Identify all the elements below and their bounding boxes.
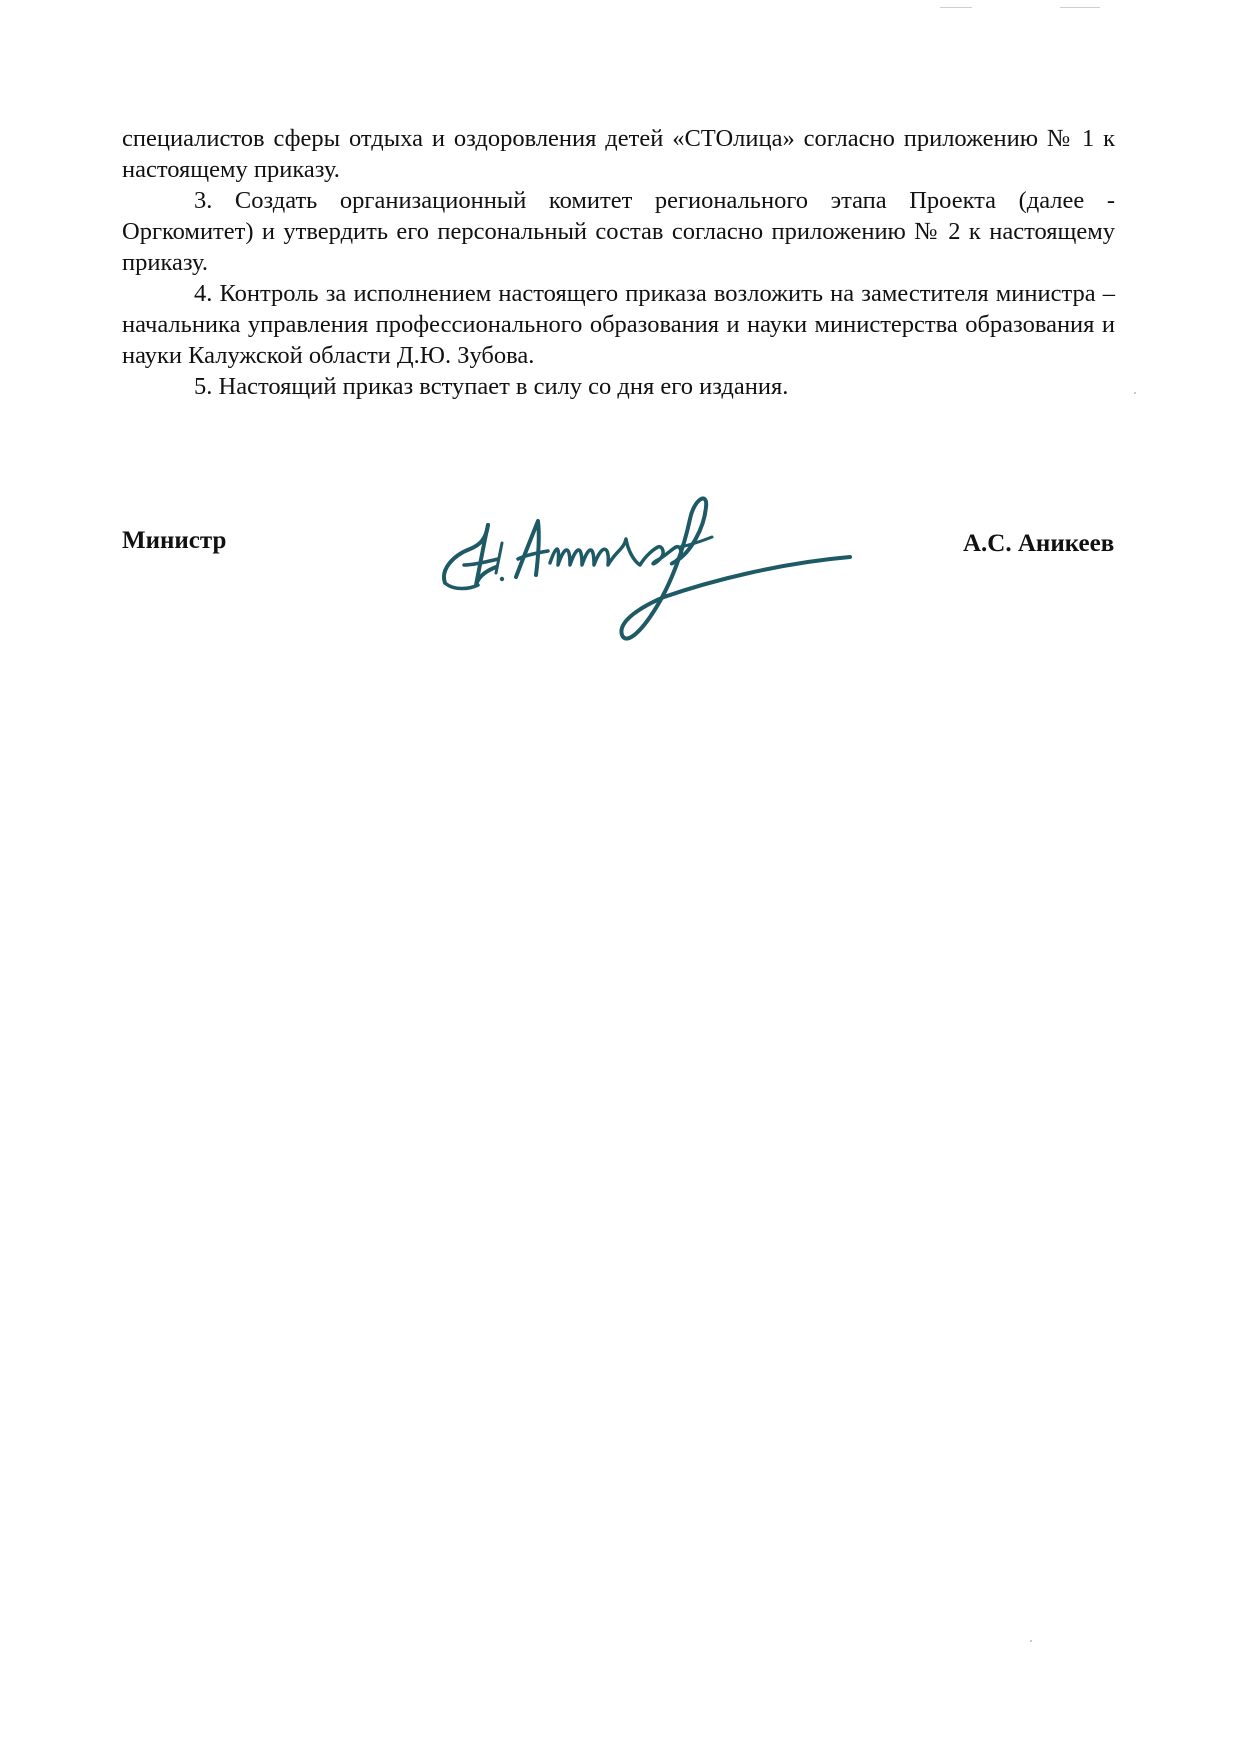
scan-artifact-line [940, 7, 972, 8]
scan-speck [1030, 1640, 1032, 1642]
signatory-title: Министр [122, 527, 227, 554]
handwritten-signature [440, 485, 900, 645]
paragraph-continuation: специалистов сферы отдыха и оздоровления детей «СТОлица» согласно приложению № 1 к настоящему приказу. [122, 125, 1115, 183]
signatory-name: А.С. Аникеев [963, 530, 1115, 557]
scan-artifact-line [1060, 7, 1100, 8]
paragraph-item-4: 4. Контроль за исполнением настоящего приказа возложить на заместителя министра – начальника управления профессионального образования и науки министерства образования и науки Калужской области Д.Ю. Зубова. [122, 280, 1115, 369]
scan-speck [1134, 392, 1136, 394]
order-body [122, 123, 1115, 402]
paragraph-item-5: 5. Настоящий приказ вступает в силу со дня его издания. [194, 373, 789, 400]
paragraph-item-3: 3. Создать организационный комитет регионального этапа Проекта (далее - Оргкомитет) и утвердить его персональный состав согласно приложению № 2 к настоящему приказу. [122, 187, 1115, 276]
